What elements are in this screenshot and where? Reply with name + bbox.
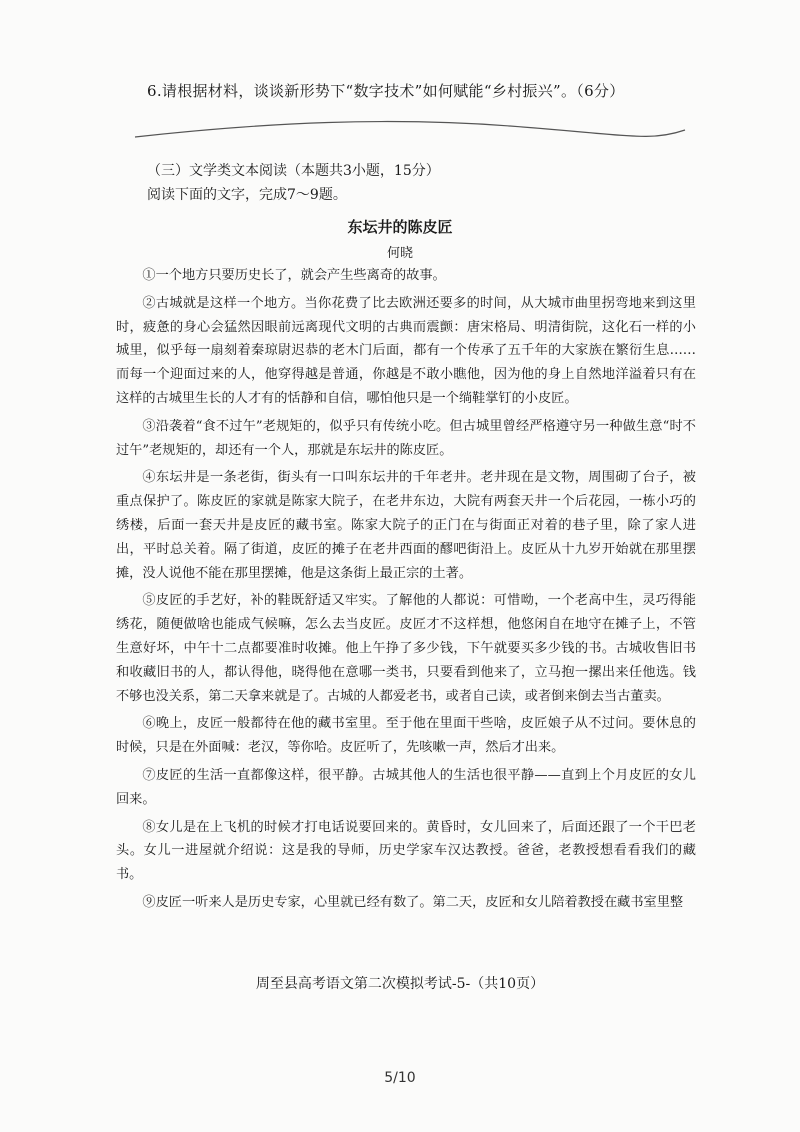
story-body [116, 264, 696, 919]
page-footer: 周至县高考语文第二次模拟考试-5-（共10页） [255, 976, 545, 992]
section-heading: （三）文学类文本阅读（本题共3小题，15分） [147, 163, 440, 179]
story-author: 何晓 [386, 246, 413, 261]
question-6: 6.请根据材料，谈谈新形势下“数字技术”如何赋能“乡村振兴”。（6分） [147, 82, 625, 100]
paragraph-8: ⑧女儿是在上飞机的时候才打电话说要回来的。黄昏时，女儿回来了，后面还跟了一个干巴老头。女儿一进屋就介绍说：这是我的导师，历史学家车汉达教授。爸爸，老教授想看看我们的藏书。 [116, 819, 696, 883]
paragraph-1: ①一个地方只要历史长了，就会产生些离奇的故事。 [142, 268, 446, 283]
page-indicator: 5/10 [384, 1070, 416, 1086]
paragraph-9: ⑨皮匠一听来人是历史专家，心里就已经有数了。第二天，皮匠和女儿陪着教授在藏书室里整 [142, 894, 684, 910]
paragraph-3: ③沿袭着“食不过午”老规矩的，似乎只有传统小吃。但古城里曾经严格遵守另一种做生意“时不过午”老规矩的，却还有一个人，那就是东坛井的陈皮匠。 [116, 418, 696, 458]
paragraph-4: ④东坛井是一条老街，街头有一口叫东坛井的千年老井。老井现在是文物，周围砌了台子，被重点保护了。陈皮匠的家就是陈家大院子，在老井东边，大院有两套天井一个后花园，一栋小巧的绣楼，后面一套天井是皮匠的藏书室。陈家大院子的正门在与街面正对着的巷子里，除了家人进出，平时总关着。隔了街道，皮匠的摊子在老井西面的醪吧街沿上。皮匠从十九岁开始就在那里摆摊，没人说他不能在那里摆摊，他是这条街上最正宗的土著。 [116, 470, 696, 581]
cut-line-divider [130, 112, 690, 152]
paragraph-2: ②古城就是这样一个地方。当你花费了比去欧洲还要多的时间，从大城市曲里拐弯地来到这里时，疲惫的身心会猛然因眼前远离现代文明的古典而震颤：唐宋格局、明清街院，这化石一样的小城里，似乎每一扇刻着秦琼尉迟恭的老木门后面，都有一个传承了五千年的大家族在繁衍生息……而每一个迎面过来的人，他穿得越是普通，你越是不敢小瞧他，因为他的身上自然地洋溢着只有在这样的古城里生长的人才有的恬静和自信，哪怕他只是一个绱鞋掌钉的小皮匠。 [116, 295, 696, 406]
paragraph-5: ⑤皮匠的手艺好，补的鞋既舒适又牢实。了解他的人都说：可惜呦，一个老高中生，灵巧得能绣花，随便做啥也能成气候嘛，怎么去当皮匠。皮匠才不这样想，他悠闲自在地守在摊子上，不管生意好坏，中午十二点都要准时收摊。他上午挣了多少钱，下午就要买多少钱的书。古城收售旧书和收藏旧书的人，都认得他，晓得他在意哪一类书，只要看到他来了，立马抱一摞出来任他选。钱不够也没关系，第二天拿来就是了。古城的人都爱老书，或者自己读，或者倒来倒去当古董卖。 [116, 593, 696, 704]
paragraph-7: ⑦皮匠的生活一直都像这样，很平静。古城其他人的生活也很平静——直到上个月皮匠的女儿回来。 [116, 767, 696, 807]
story-title: 东坛井的陈皮匠 [347, 218, 453, 236]
paragraph-6: ⑥晚上，皮匠一般都待在他的藏书室里。至于他在里面干些啥，皮匠娘子从不过问。要休息的时候，只是在外面喊：老汉，等你哈。皮匠听了，先咳嗽一声，然后才出来。 [116, 716, 696, 756]
reading-instruction: 阅读下面的文字，完成7～9题。 [147, 187, 347, 203]
